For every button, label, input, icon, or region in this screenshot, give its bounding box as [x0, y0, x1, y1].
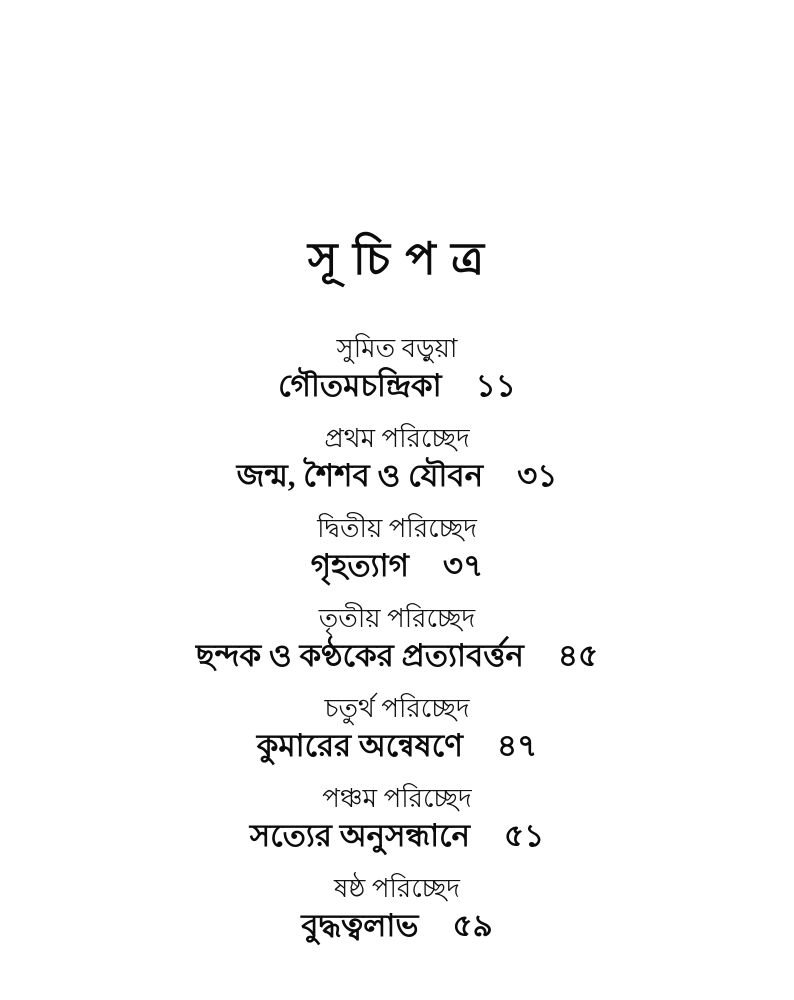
chapter-title: ছন্দক ও কণ্ঠকের প্রত্যাবর্ত্তন	[195, 637, 524, 673]
chapter-title: গৃহত্যাগ	[310, 547, 409, 583]
chapter-label: তৃতীয় পরিচ্ছেদ	[318, 603, 476, 633]
chapter-title-line	[0, 456, 794, 496]
chapter-title-line	[0, 636, 794, 676]
page-title: সূ চি প ত্র	[307, 234, 487, 284]
chapter-title-line	[0, 546, 794, 586]
chapter-page-number: ৪৫	[557, 637, 599, 673]
chapter-page-number: ৫৯	[452, 907, 493, 943]
toc-entry	[0, 602, 794, 676]
chapter-title-line	[0, 726, 794, 766]
chapter-page-number: ৩৭	[442, 547, 484, 583]
chapter-label: চতুর্থ পরিচ্ছেদ	[324, 693, 470, 723]
chapter-label: পঞ্চম পরিচ্ছেদ	[322, 783, 472, 813]
chapter-title: গৌতমচন্দ্রিকা	[278, 367, 442, 403]
toc-list	[0, 332, 794, 946]
chapter-title: সত্যের অনুসন্ধানে	[249, 817, 471, 853]
chapter-page-number: ৩১	[517, 457, 558, 493]
toc-entry	[0, 332, 794, 406]
chapter-title: বুদ্ধত্বলাভ	[301, 907, 419, 943]
chapter-title-line	[0, 816, 794, 856]
chapter-label: দ্বিতীয় পরিচ্ছেদ	[317, 513, 477, 543]
toc-entry	[0, 422, 794, 496]
chapter-title: জন্ম, শৈশব ও যৌবন	[236, 457, 484, 493]
chapter-title-line	[0, 906, 794, 946]
chapter-label: সুমিত বড়ুয়া	[336, 333, 458, 363]
chapter-page-number: ১১	[475, 367, 516, 403]
chapter-label: ষষ্ঠ পরিচ্ছেদ	[334, 873, 460, 903]
chapter-page-number: ৪৭	[496, 727, 538, 763]
toc-entry	[0, 782, 794, 856]
chapter-title: কুমারের অন্বেষণে	[256, 727, 463, 763]
toc-entry	[0, 512, 794, 586]
chapter-label: প্রথম পরিচ্ছেদ	[324, 423, 470, 453]
chapter-title-line	[0, 366, 794, 406]
chapter-page-number: ৫১	[504, 817, 545, 853]
toc-entry	[0, 872, 794, 946]
toc-entry	[0, 692, 794, 766]
